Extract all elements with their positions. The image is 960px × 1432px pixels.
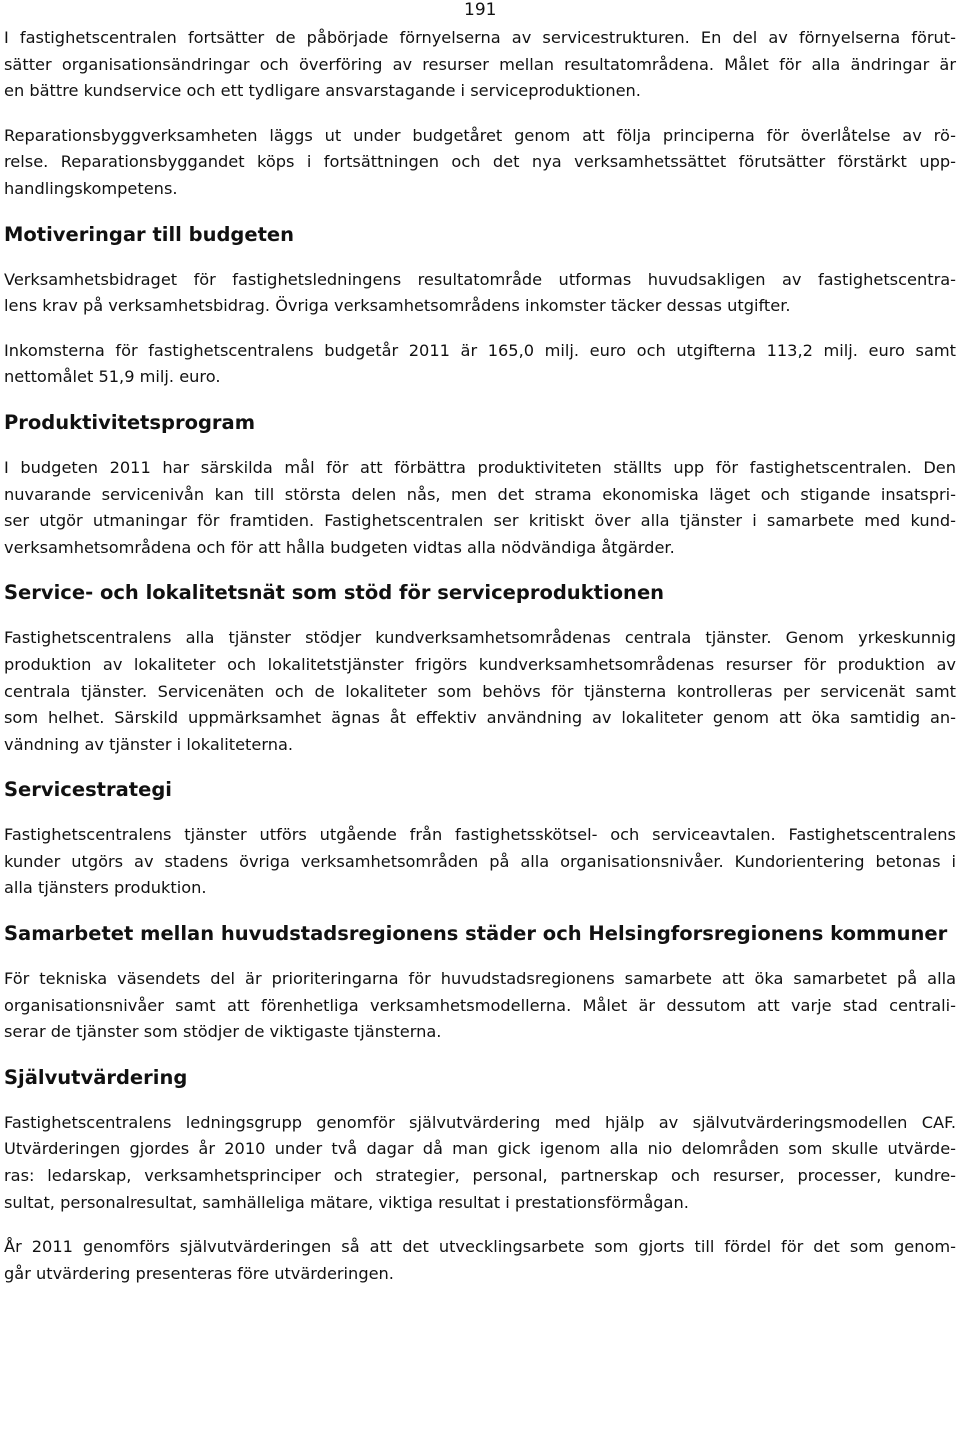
text-line: kunder utgörs av stadens övriga verksamhetsområden på alla organisationsnivåer. Kundorientering betonas i <box>4 851 956 871</box>
heading-sjalvutvardering: Självutvärdering <box>4 1065 188 1089</box>
heading-motiveringar: Motiveringar till budgeten <box>4 222 295 246</box>
heading-service-lokalitet: Service- och lokalitetsnät som stöd för serviceproduktionen <box>4 581 665 605</box>
text-line: För tekniska väsendets del är prioriteringarna för huvudstadsregionens samarbete att öka samarbetet på alla <box>4 969 956 989</box>
paragraph-inkomster <box>4 338 956 391</box>
page-number: 191 <box>464 0 497 20</box>
text-line: går utvärdering presenteras före utvärderingen. <box>4 1263 394 1283</box>
text-line: Utvärderingen gjordes år 2010 under två dagar då man gick igenom alla nio delområden som skulle utvärde- <box>4 1139 956 1159</box>
paragraph-reparation <box>4 123 956 203</box>
paragraph-intro <box>4 25 956 105</box>
text-line: I budgeten 2011 har särskilda mål för att förbättra produktiviteten ställts upp för fastighetscentralen. Den <box>4 457 956 477</box>
text-line: Reparationsbyggverksamheten läggs ut under budgetåret genom att följa principerna för överlåtelse av rö- <box>4 125 956 145</box>
text-line: sultat, personalresultat, samhälleliga mätare, viktiga resultat i prestationsförmågan. <box>4 1192 689 1212</box>
heading-servicestrategi: Servicestrategi <box>4 778 172 802</box>
text-line: som helhet. Särskild uppmärksamhet ägnas åt effektiv användning av lokaliteter genom att öka samtidig an- <box>4 708 956 728</box>
text-line: Inkomsterna för fastighetscentralens budgetår 2011 är 165,0 milj. euro och utgifterna 113,2 milj. euro samt <box>4 340 956 360</box>
text-line: ras: ledarskap, verksamhetsprinciper och strategier, personal, partnerskap och resurser, processer, kundre- <box>4 1166 956 1186</box>
text-line: nuvarande servicenivån kan till största delen nås, men det strama ekonomiska läget och stigande insatspri- <box>4 484 956 504</box>
text-line: alla tjänsters produktion. <box>4 878 207 898</box>
text-line: serar de tjänster som stödjer de viktigaste tjänsterna. <box>4 1022 442 1042</box>
text-line: produktion av lokaliteter och lokalitetstjänster frigörs kundverksamhetsområdenas resurser för produktion av <box>4 654 956 674</box>
document-body <box>4 25 956 1305</box>
text-line: verksamhetsområdena och för att hålla budgeten vidtas alla nödvändiga åtgärder. <box>4 537 675 557</box>
paragraph-samarbete <box>4 966 956 1046</box>
text-line: Fastighetscentralens ledningsgrupp genomför självutvärdering med hjälp av självutvärderingsmodellen CAF. <box>4 1112 956 1132</box>
text-line: centrala tjänster. Servicenäten och de lokaliteter som behövs för tjänsterna kontrolleras per servicenät samt <box>4 681 956 701</box>
text-line: År 2011 genomförs självutvärderingen så att det utvecklingsarbete som gjorts till fördel för det som genom- <box>4 1237 956 1257</box>
paragraph-service-lokalitet <box>4 625 956 758</box>
text-line: Fastighetscentralens tjänster utförs utgående från fastighetsskötsel- och serviceavtalen. Fastighetscentralens <box>4 825 956 845</box>
paragraph-verksamhetsbidrag <box>4 267 956 320</box>
paragraph-produktivitet <box>4 455 956 561</box>
text-line: I fastighetscentralen fortsätter de påbörjade förnyelserna av servicestrukturen. En del av förnyelserna förut- <box>4 28 956 47</box>
text-line: handlingskompetens. <box>4 178 178 198</box>
text-line: ser utgör utmaningar för framtiden. Fastighetscentralen ser kritiskt över alla tjänster i samarbete med kund- <box>4 511 956 531</box>
text-line: Fastighetscentralens alla tjänster stödjer kundverksamhetsområdenas centrala tjänster. Genom yrkeskunnig <box>4 628 956 648</box>
text-line: sätter organisationsändringar och överföring av resurser mellan resultatområdena. Målet för alla ändringar är <box>4 54 956 74</box>
text-line: organisationsnivåer samt att förenhetliga verksamhetsmodellerna. Målet är dessutom att varje stad centrali- <box>4 995 956 1015</box>
heading-samarbete: Samarbetet mellan huvudstadsregionens städer och Helsingforsregionens kommuner <box>4 922 948 946</box>
text-line: nettomålet 51,9 milj. euro. <box>4 367 221 387</box>
text-line: relse. Reparationsbyggandet köps i fortsättningen och det nya verksamhetssättet förutsätter förstärkt upp- <box>4 152 956 172</box>
text-line: vändning av tjänster i lokaliteterna. <box>4 734 294 754</box>
paragraph-sjalvutvardering <box>4 1110 956 1216</box>
paragraph-servicestrategi <box>4 822 956 902</box>
heading-produktivitet: Produktivitetsprogram <box>4 410 256 434</box>
text-line: en bättre kundservice och ett tydligare ansvarstagande i serviceproduktionen. <box>4 81 641 101</box>
paragraph-2011 <box>4 1234 956 1287</box>
text-line: lens krav på verksamhetsbidrag. Övriga verksamhetsområdens inkomster täcker dessas utgifter. <box>4 296 791 316</box>
text-line: Verksamhetsbidraget för fastighetsledningens resultatområde utformas huvudsakligen av fastighetscentra- <box>4 269 956 289</box>
